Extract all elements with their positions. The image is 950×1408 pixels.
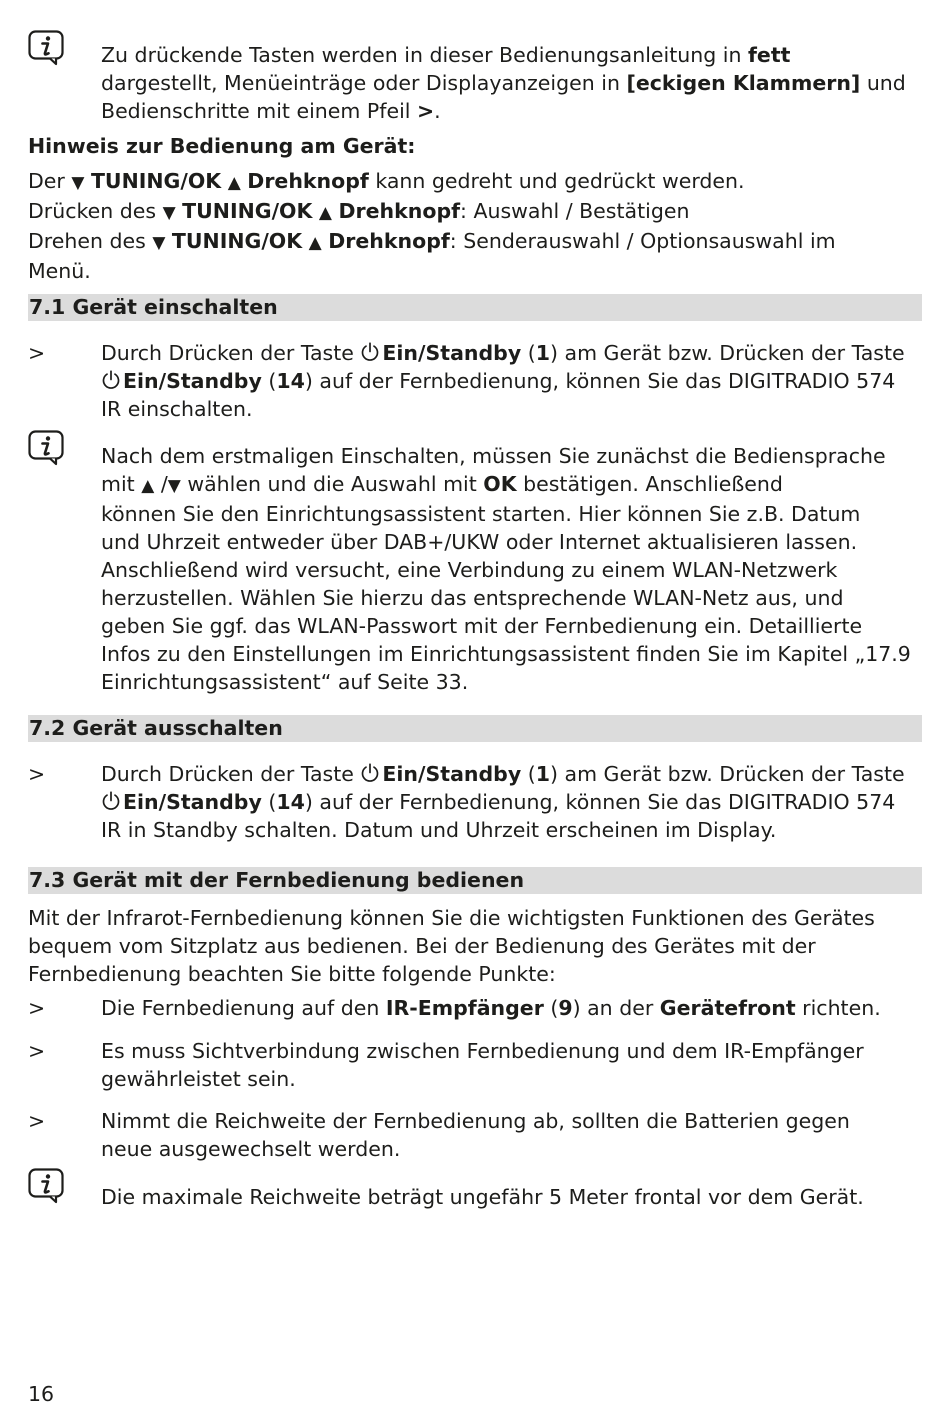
page-number: 16	[28, 1382, 55, 1406]
operation-hint-title: Hinweis zur Bedienung am Gerät:	[28, 134, 416, 158]
intro-note-text: Zu drückende Tasten werden in dieser Bedienungsanleitung in fett dargestellt, Menüeinträge oder Displayanzeigen in [eckigen Klammern] und Bedienschritte mit einem Pfeil >.	[101, 43, 906, 123]
section-7-3-intro: Mit der Infrarot-Fernbedienung können Sie die wichtigsten Funktionen des Gerätes bequem vom Sitzplatz aus bedienen. Bei der Bedienung des Gerätes mit der Fernbedienung beachten Sie bitte folgende Punkte:	[28, 906, 875, 986]
section-heading-7-2: 7.2 Gerät ausschalten	[28, 715, 922, 742]
section-heading-7-1: 7.1 Gerät einschalten	[28, 294, 922, 321]
down-triangle-icon: ▼	[152, 233, 166, 253]
step-arrow: >	[28, 1039, 46, 1063]
info-icon	[28, 430, 64, 466]
step-arrow: >	[28, 1109, 46, 1133]
down-triangle-icon: ▼	[167, 476, 181, 496]
down-triangle-icon: ▼	[162, 203, 176, 223]
up-triangle-icon: ▲	[141, 476, 155, 496]
first-start-note: Nach dem erstmaligen Einschalten, müssen Sie zunächst die Bediensprache mit ▲ /▼ wählen und die Auswahl mit OK bestätigen. Anschließend können Sie den Einrichtungsassistent starten. Hier können Sie z.B. Datum und Uhrzeit entweder über DAB+/UKW oder Internet aktualisieren lassen. Anschließend wird versucht, eine Verbindung zu einem WLAN-Netzwerk herzustellen. Wählen Sie hierzu das entsprechende WLAN-Netz aus, und geben Sie ggf. das WLAN-Passwort mit der Fernbedienung ein. Detaillierte Infos zu den Einstellungen im Einrichtungsassistent finden Sie im Kapitel „17.9 Einrichtungsassistent“ auf Seite 33.	[28, 428, 922, 698]
down-triangle-icon: ▼	[71, 173, 85, 193]
power-icon	[360, 763, 380, 783]
operation-hint-text: Der ▼ TUNING/OK ▲ Drehknopf kann gedreht und gedrückt werden. Drücken des ▼ TUNING/OK ▲ Drehknopf: Auswahl / Bestätigen Drehen des ▼ TUNING/OK ▲ Drehknopf: Senderauswahl / Optionsauswahl im Menü.	[28, 169, 836, 283]
range-note: Die maximale Reichweite beträgt ungefähr 5 Meter frontal vor dem Gerät.	[28, 1168, 922, 1212]
up-triangle-icon: ▲	[227, 173, 241, 193]
power-icon	[360, 342, 380, 362]
up-triangle-icon: ▲	[308, 233, 322, 253]
step-arrow: >	[28, 762, 46, 786]
info-icon	[28, 1168, 64, 1204]
step-arrow: >	[28, 341, 46, 365]
power-icon	[101, 791, 121, 811]
info-icon	[28, 30, 64, 66]
up-triangle-icon: ▲	[318, 203, 332, 223]
intro-note	[28, 28, 922, 123]
section-heading-7-3: 7.3 Gerät mit der Fernbedienung bedienen	[28, 867, 922, 894]
power-icon	[101, 370, 121, 390]
step-arrow: >	[28, 996, 46, 1020]
